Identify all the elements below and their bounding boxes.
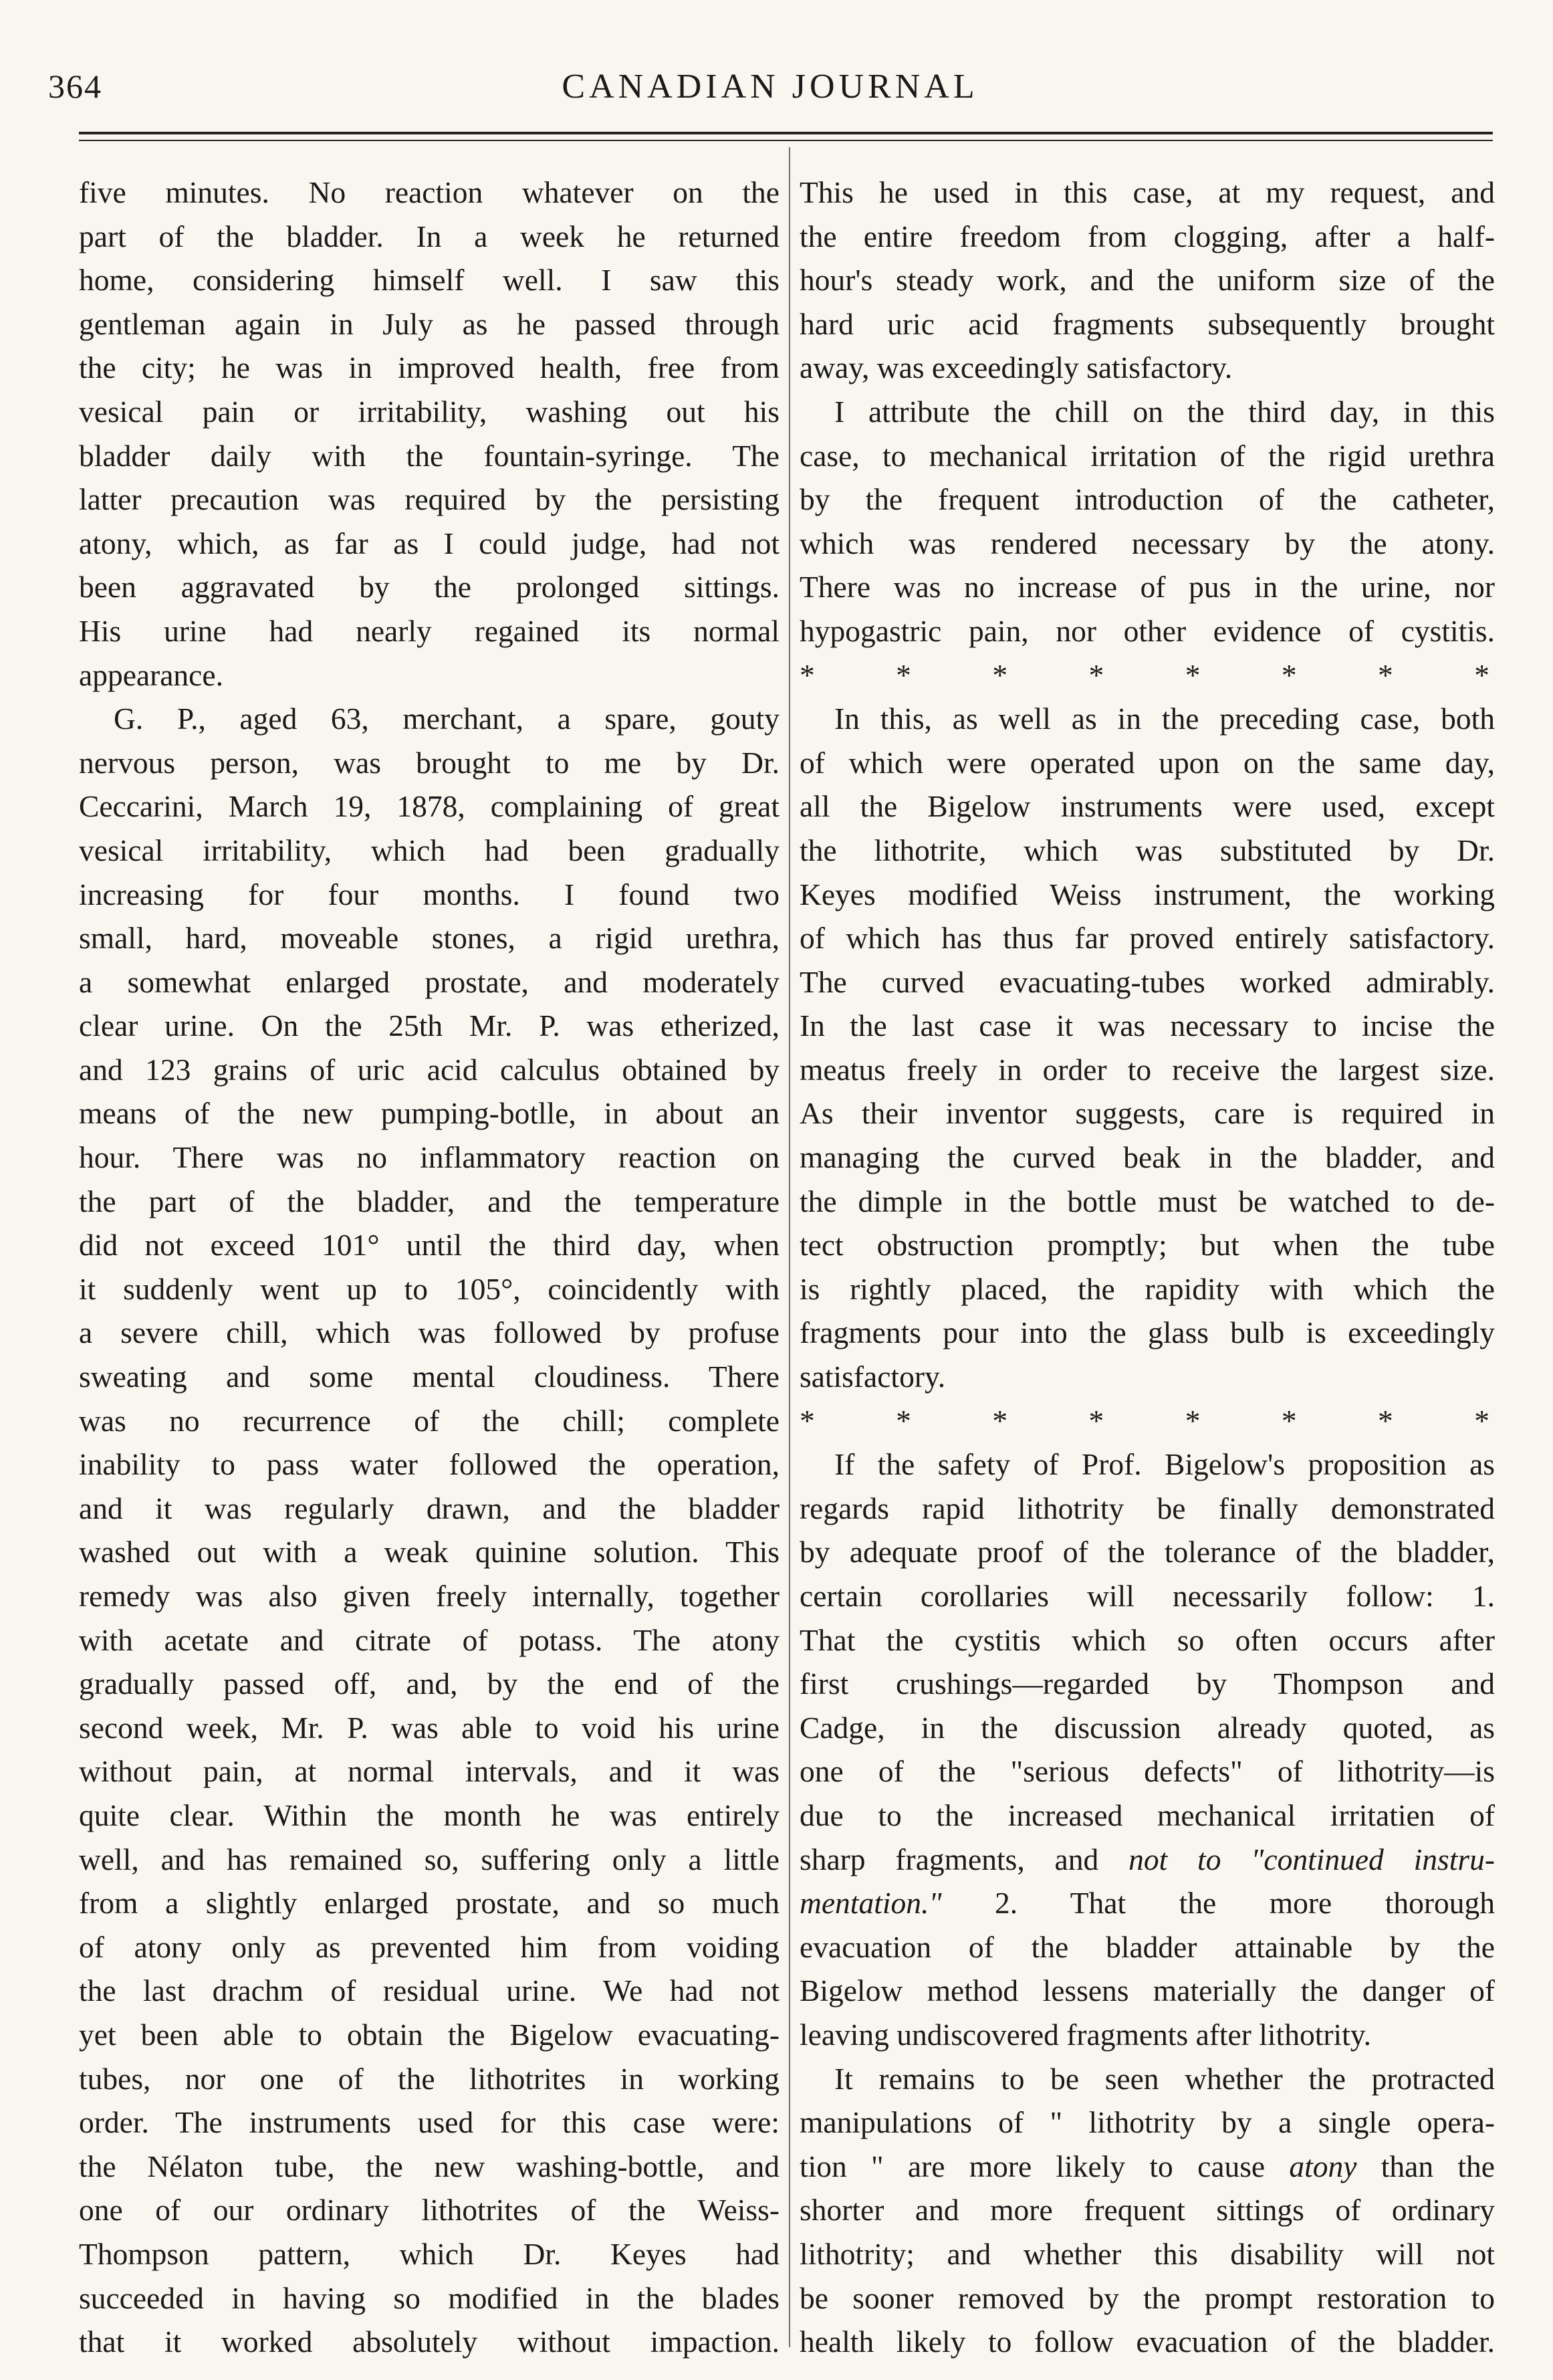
text-line: the Nélaton tube, the new washing-bottle, and	[79, 2149, 780, 2183]
text-line: means of the new pumping-botlle, in about an	[79, 1096, 780, 1131]
text-line: This he used in this case, at my request, and	[800, 175, 1495, 209]
text-line: bladder daily with the fountain-syringe. The	[79, 438, 780, 473]
text-line: five minutes. No reaction whatever on the	[79, 175, 780, 209]
text-line: by adequate proof of the tolerance of the bladder,	[800, 1535, 1495, 1570]
text-line: all the Bigelow instruments were used, except	[800, 789, 1495, 824]
text-line: from a slightly enlarged prostate, and so much	[79, 1886, 780, 1921]
italic-text: not to "continued instru-	[1128, 1842, 1495, 1876]
text-line: Keyes modified Weiss instrument, the working	[800, 877, 1495, 911]
text-line: order. The instruments used for this case were:	[79, 2105, 780, 2140]
text-line: yet been able to obtain the Bigelow evacuating-	[79, 2017, 780, 2052]
text-line: clear urine. On the 25th Mr. P. was etherized,	[79, 1008, 780, 1043]
text-run: 2. That the more thorough	[941, 1886, 1495, 1921]
text-line	[800, 2145, 1495, 2189]
text-line: meatus freely in order to receive the largest size.	[800, 1052, 1495, 1087]
text-line: hour. There was no inflammatory reaction on	[79, 1140, 780, 1175]
text-line	[800, 1881, 1495, 1925]
text-line: As their inventor suggests, care is required in	[800, 1096, 1495, 1131]
italic-text: atony	[1289, 2149, 1357, 2183]
text-line: by the frequent introduction of the catheter,	[800, 482, 1495, 517]
text-line: Cadge, in the discussion already quoted, as	[800, 1710, 1495, 1745]
text-line: small, hard, moveable stones, a rigid urethra,	[79, 921, 780, 956]
text-line: vesical irritability, which had been gradually	[79, 833, 780, 867]
text-line: shorter and more frequent sittings of ordinary	[800, 2193, 1495, 2228]
text-line: the city; he was in improved health, free from	[79, 350, 780, 385]
text-line: certain corollaries will necessarily follow: 1.	[800, 1579, 1495, 1613]
text-line: well, and has remained so, suffering only a little	[79, 1842, 780, 1876]
text-line: Bigelow method lessens materially the danger of	[800, 1973, 1495, 2008]
left-column	[79, 171, 780, 2364]
text-line	[800, 1838, 1495, 1882]
asterisk: *	[992, 1403, 1008, 1438]
text-line: of which has thus far proved entirely satisfactory.	[800, 921, 1495, 956]
text-line: the entire freedom from clogging, after a half-	[800, 219, 1495, 253]
header-rule-thin	[79, 140, 1493, 141]
text-line: Thompson pattern, which Dr. Keyes had	[79, 2236, 780, 2271]
text-line: lithotrity; and whether this disability will not	[800, 2236, 1495, 2271]
text-line: appearance.	[79, 657, 223, 692]
text-line: regards rapid lithotrity be finally demonstrated	[800, 1491, 1495, 1525]
page-number: 364	[48, 68, 102, 105]
text-line: home, considering himself well. I saw this	[79, 263, 780, 298]
asterisk: *	[1185, 1403, 1201, 1438]
text-line: did not exceed 101° until the third day, when	[79, 1228, 780, 1263]
text-line: quite clear. Within the month he was entirely	[79, 1798, 780, 1832]
text-line: managing the curved beak in the bladder, and	[800, 1140, 1495, 1175]
text-line: tubes, nor one of the lithotrites in working	[79, 2061, 780, 2096]
text-run: tion " are more likely to cause	[800, 2149, 1290, 2183]
text-line: second week, Mr. P. was able to void his urine	[79, 1710, 780, 1745]
text-line: which was rendered necessary by the atony.	[800, 526, 1495, 560]
text-line: part of the bladder. In a week he returned	[79, 219, 780, 253]
text-line: I attribute the chill on the third day, in this	[834, 394, 1495, 429]
text-line: In this, as well as in the preceding case, both	[834, 701, 1495, 736]
text-line: hard uric acid fragments subsequently brought	[800, 306, 1495, 341]
text-run: than the	[1356, 2149, 1495, 2183]
text-line: In the last case it was necessary to incise the	[800, 1008, 1495, 1043]
text-line: There was no increase of pus in the urine, nor	[800, 570, 1495, 605]
text-line: with acetate and citrate of potass. The atony	[79, 1622, 780, 1657]
text-line: a severe chill, which was followed by profuse	[79, 1315, 780, 1350]
text-line: without pain, at normal intervals, and it was	[79, 1754, 780, 1789]
text-line: was no recurrence of the chill; complete	[79, 1403, 780, 1438]
text-line: The curved evacuating-tubes worked admirably.	[800, 964, 1495, 999]
text-line: the part of the bladder, and the temperature	[79, 1184, 780, 1218]
asterisk: *	[1378, 657, 1393, 692]
text-line: that it worked absolutely without impaction.	[79, 2324, 780, 2359]
text-line: That the cystitis which so often occurs after	[800, 1622, 1495, 1657]
running-head: CANADIAN JOURNAL	[562, 68, 979, 106]
text-line: case, to mechanical irritation of the rigid urethra	[800, 438, 1495, 473]
italic-text: mentation."	[800, 1886, 942, 1921]
section-break-asterisks	[800, 1399, 1495, 1443]
text-line: first crushings—regarded by Thompson and	[800, 1666, 1495, 1701]
text-line: one of the "serious defects" of lithotrity—is	[800, 1754, 1495, 1789]
text-line: it suddenly went up to 105°, coincidently with	[79, 1271, 780, 1306]
text-line: Ceccarini, March 19, 1878, complaining of great	[79, 789, 780, 824]
asterisk: *	[896, 1403, 911, 1438]
text-line: succeeded in having so modified in the blades	[79, 2280, 780, 2315]
text-line: is rightly placed, the rapidity with which the	[800, 1271, 1495, 1306]
text-line: vesical pain or irritability, washing out his	[79, 394, 780, 429]
text-line: the lithotrite, which was substituted by Dr.	[800, 833, 1495, 867]
text-line: G. P., aged 63, merchant, a spare, gouty	[114, 701, 780, 736]
text-line: increasing for four months. I found two	[79, 877, 780, 911]
page-header	[48, 67, 1492, 120]
text-line: fragments pour into the glass bulb is exceedingly	[800, 1315, 1495, 1350]
text-line: gradually passed off, and, by the end of the	[79, 1666, 780, 1701]
header-rule-thick	[79, 132, 1493, 134]
text-line: hypogastric pain, nor other evidence of cystitis.	[800, 613, 1495, 648]
column-divider	[789, 147, 790, 2347]
text-line: If the safety of Prof. Bigelow's proposition as	[834, 1447, 1495, 1482]
text-line: It remains to be seen whether the protracted	[834, 2061, 1495, 2096]
text-line: of atony only as prevented him from voiding	[79, 1929, 780, 1964]
asterisk: *	[896, 657, 911, 692]
asterisk: *	[992, 657, 1008, 692]
asterisk: *	[1088, 1403, 1104, 1438]
asterisk: *	[800, 1403, 815, 1438]
text-line: His urine had nearly regained its normal	[79, 613, 780, 648]
text-line: washed out with a weak quinine solution. This	[79, 1535, 780, 1570]
asterisk: *	[1088, 657, 1104, 692]
text-line: manipulations of " lithotrity by a single opera-	[800, 2105, 1495, 2140]
text-line: nervous person, was brought to me by Dr.	[79, 745, 780, 780]
text-line: health likely to follow evacuation of the bladder.	[800, 2324, 1495, 2359]
text-line: be sooner removed by the prompt restoration to	[800, 2280, 1495, 2315]
text-line: of which were operated upon on the same day,	[800, 745, 1495, 780]
asterisk: *	[1474, 657, 1489, 692]
text-line: gentleman again in July as he passed through	[79, 306, 780, 341]
asterisk: *	[800, 657, 815, 692]
text-line: sweating and some mental cloudiness. There	[79, 1360, 780, 1394]
text-line: and it was regularly drawn, and the bladder	[79, 1491, 780, 1525]
text-line: inability to pass water followed the operation,	[79, 1447, 780, 1482]
text-line: the dimple in the bottle must be watched to de-	[800, 1184, 1495, 1218]
right-column	[800, 171, 1495, 2364]
text-run: sharp fragments, and	[800, 1842, 1099, 1876]
text-line: one of our ordinary lithotrites of the Weiss-	[79, 2193, 780, 2228]
text-line: leaving undiscovered fragments after lithotrity.	[800, 2017, 1371, 2052]
asterisk: *	[1378, 1403, 1393, 1438]
text-line: been aggravated by the prolonged sittings.	[79, 570, 780, 605]
text-line: satisfactory.	[800, 1360, 946, 1394]
text-line: a somewhat enlarged prostate, and moderately	[79, 964, 780, 999]
text-line: away, was exceedingly satisfactory.	[800, 350, 1233, 385]
asterisk: *	[1474, 1403, 1489, 1438]
asterisk: *	[1281, 1403, 1297, 1438]
text-line: the last drachm of residual urine. We had not	[79, 1973, 780, 2008]
asterisk: *	[1185, 657, 1201, 692]
text-line: atony, which, as far as I could judge, had not	[79, 526, 780, 560]
text-line: hour's steady work, and the uniform size of the	[800, 263, 1495, 298]
text-line: due to the increased mechanical irritatien of	[800, 1798, 1495, 1832]
text-line: and 123 grains of uric acid calculus obtained by	[79, 1052, 780, 1087]
text-line: remedy was also given freely internally, together	[79, 1579, 780, 1613]
text-line: latter precaution was required by the persisting	[79, 482, 780, 517]
text-line: evacuation of the bladder attainable by the	[800, 1929, 1495, 1964]
section-break-asterisks	[800, 653, 1495, 697]
text-line: tect obstruction promptly; but when the tube	[800, 1228, 1495, 1263]
asterisk: *	[1281, 657, 1297, 692]
